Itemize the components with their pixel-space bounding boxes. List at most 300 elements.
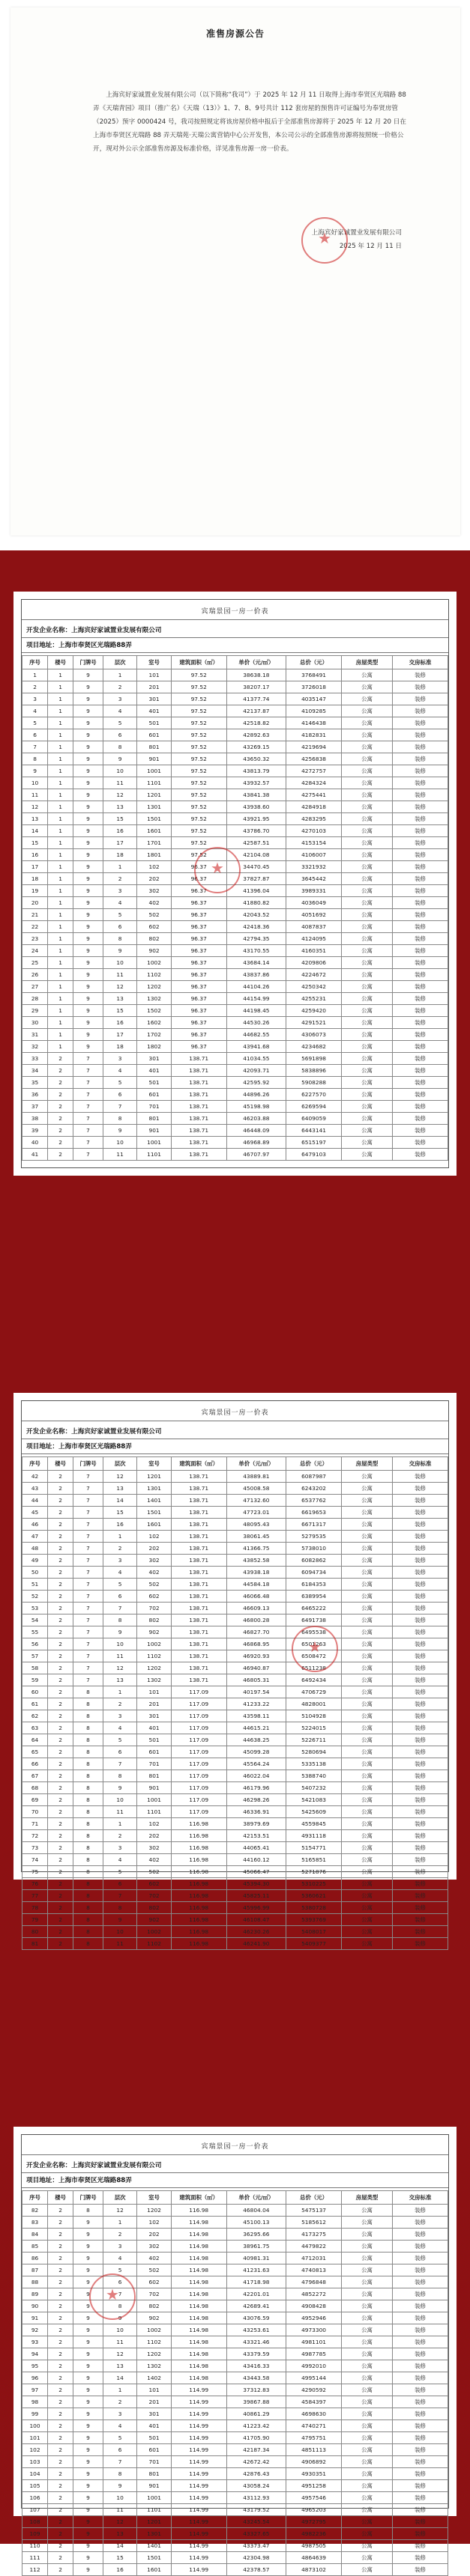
- cell-area: 117.09: [171, 1770, 226, 1782]
- cell-floor: 12: [103, 789, 136, 801]
- cell-area: 114.98: [171, 2324, 226, 2336]
- cell-door: 9: [73, 2528, 103, 2540]
- cell-floor: 18: [103, 1041, 136, 1053]
- cell-type: 公寓: [341, 1065, 392, 1077]
- company-seal-icon: [301, 217, 348, 264]
- cell-unit-price: 46448.09: [226, 1125, 286, 1137]
- cell-total-price: 6443141: [286, 1125, 342, 1137]
- table-row: [22, 2205, 448, 2217]
- table-header-row: [22, 1457, 448, 1471]
- cell-unit-price: 43841.38: [226, 789, 286, 801]
- cell-room: 102: [137, 1531, 171, 1543]
- cell-room: 1002: [137, 2324, 171, 2336]
- cell-building: 1: [48, 681, 73, 693]
- cell-unit-price: 41034.55: [226, 1053, 286, 1065]
- cell-standard: 装修: [393, 837, 448, 849]
- cell-room: 402: [137, 2253, 171, 2264]
- cell-total-price: 4982236: [286, 2528, 342, 2540]
- cell-door: 9: [73, 777, 103, 789]
- cell-door: 9: [73, 753, 103, 765]
- address-value: 上海市奉贤区光瑞路88弄: [58, 642, 132, 649]
- cell-floor: 11: [103, 1650, 136, 1662]
- cell-seq: 68: [22, 1782, 48, 1794]
- cell-seq: 6: [22, 729, 48, 741]
- cell-type: 公寓: [341, 2384, 392, 2396]
- cell-seq: 103: [22, 2456, 48, 2468]
- cell-area: 138.71: [171, 1603, 226, 1614]
- cell-area: 138.71: [171, 1626, 226, 1638]
- cell-unit-price: 46336.91: [226, 1806, 286, 1818]
- cell-unit-price: 43889.81: [226, 1471, 286, 1483]
- cell-floor: 8: [103, 1902, 136, 1914]
- cell-seq: 81: [22, 1938, 48, 1950]
- cell-total-price: 6389954: [286, 1591, 342, 1603]
- cell-area: 117.09: [171, 1806, 226, 1818]
- cell-total-price: 6094734: [286, 1567, 342, 1579]
- cell-building: 2: [48, 1614, 73, 1626]
- cell-building: 2: [48, 2324, 73, 2336]
- cell-building: 1: [48, 921, 73, 933]
- price-sheet-2: [13, 1393, 457, 1947]
- cell-seq: 48: [22, 1543, 48, 1555]
- cell-total-price: 4250342: [286, 981, 342, 993]
- cell-area: 114.98: [171, 2348, 226, 2360]
- table-header-row: [22, 656, 448, 669]
- cell-door: 8: [73, 1758, 103, 1770]
- cell-seq: 111: [22, 2552, 48, 2564]
- table-row: [22, 813, 448, 825]
- cell-area: 114.99: [171, 2528, 226, 2540]
- column-header: 门牌号: [73, 656, 103, 669]
- cell-room: 901: [137, 1782, 171, 1794]
- cell-total-price: 4852272: [286, 2288, 342, 2300]
- cell-total-price: 4270103: [286, 825, 342, 837]
- cell-standard: 装修: [393, 2408, 448, 2420]
- cell-floor: 14: [103, 1495, 136, 1507]
- cell-room: 801: [137, 2468, 171, 2480]
- cell-area: 114.98: [171, 2217, 226, 2229]
- cell-standard: 装修: [393, 885, 448, 897]
- cell-area: 117.09: [171, 1722, 226, 1734]
- cell-area: 96.37: [171, 921, 226, 933]
- cell-seq: 46: [22, 1519, 48, 1531]
- cell-floor: 16: [103, 2564, 136, 2576]
- cell-standard: 装修: [393, 2516, 448, 2528]
- cell-standard: 装修: [393, 1053, 448, 1065]
- cell-total-price: 4106007: [286, 849, 342, 861]
- cell-total-price: 4035147: [286, 693, 342, 705]
- cell-standard: 装修: [393, 717, 448, 729]
- cell-total-price: 6479103: [286, 1149, 342, 1161]
- cell-unit-price: 42187.34: [226, 2444, 286, 2456]
- table-row: [22, 1722, 448, 1734]
- cell-unit-price: 42201.01: [226, 2288, 286, 2300]
- cell-floor: 11: [103, 2504, 136, 2516]
- cell-area: 114.98: [171, 2336, 226, 2348]
- cell-total-price: 4109285: [286, 705, 342, 717]
- cell-seq: 19: [22, 885, 48, 897]
- cell-room: 1001: [137, 1137, 171, 1149]
- cell-floor: 5: [103, 909, 136, 921]
- column-header: 楼号: [48, 656, 73, 669]
- cell-standard: 装修: [393, 2432, 448, 2444]
- cell-standard: 装修: [393, 849, 448, 861]
- cell-area: 138.71: [171, 1650, 226, 1662]
- cell-area: 114.99: [171, 2396, 226, 2408]
- cell-standard: 装修: [393, 1854, 448, 1866]
- cell-door: 7: [73, 1603, 103, 1614]
- cell-seq: 107: [22, 2504, 48, 2516]
- cell-door: 9: [73, 2468, 103, 2480]
- table-row: [22, 1125, 448, 1137]
- cell-door: 8: [73, 1686, 103, 1698]
- cell-building: 1: [48, 933, 73, 945]
- cell-room: 801: [137, 1770, 171, 1782]
- cell-building: 1: [48, 909, 73, 921]
- cell-area: 138.71: [171, 1519, 226, 1531]
- developer-row: [26, 2160, 162, 2169]
- cell-total-price: 4930351: [286, 2468, 342, 2480]
- cell-standard: 装修: [393, 933, 448, 945]
- cell-floor: 7: [103, 1101, 136, 1113]
- table-row: [22, 2336, 448, 2348]
- cell-seq: 74: [22, 1854, 48, 1866]
- cell-area: 138.71: [171, 1137, 226, 1149]
- cell-door: 8: [73, 1734, 103, 1746]
- cell-floor: 4: [103, 2253, 136, 2264]
- cell-total-price: 4987505: [286, 2540, 342, 2552]
- table-row: [22, 909, 448, 921]
- cell-unit-price: 47132.60: [226, 1495, 286, 1507]
- cell-seq: 33: [22, 1053, 48, 1065]
- column-header: 层次: [103, 656, 136, 669]
- cell-type: 公寓: [341, 2528, 392, 2540]
- cell-standard: 装修: [393, 873, 448, 885]
- cell-standard: 装修: [393, 2444, 448, 2456]
- cell-door: 9: [73, 1017, 103, 1029]
- cell-area: 138.71: [171, 1507, 226, 1519]
- table-row: [22, 1782, 448, 1794]
- cell-area: 114.99: [171, 2408, 226, 2420]
- cell-building: 2: [48, 2229, 73, 2241]
- cell-room: 1301: [137, 1483, 171, 1495]
- cell-door: 7: [73, 1531, 103, 1543]
- cell-building: 2: [48, 1149, 73, 1161]
- cell-seq: 90: [22, 2300, 48, 2312]
- cell-total-price: 4851113: [286, 2444, 342, 2456]
- cell-door: 8: [73, 1806, 103, 1818]
- cell-seq: 9: [22, 765, 48, 777]
- cell-floor: 11: [103, 777, 136, 789]
- table-row: [22, 1806, 448, 1818]
- cell-door: 9: [73, 2444, 103, 2456]
- cell-seq: 16: [22, 849, 48, 861]
- cell-area: 117.09: [171, 1686, 226, 1698]
- column-header: 序号: [22, 2191, 48, 2205]
- cell-building: 2: [48, 1101, 73, 1113]
- cell-seq: 88: [22, 2276, 48, 2288]
- table-row: [22, 825, 448, 837]
- notice-title: 准售房源公告: [205, 28, 265, 39]
- cell-room: 602: [137, 2276, 171, 2288]
- divider: [22, 2154, 448, 2155]
- cell-area: 117.09: [171, 1794, 226, 1806]
- cell-total-price: 5408017: [286, 1926, 342, 1938]
- table-row: [22, 1758, 448, 1770]
- cell-standard: 装修: [393, 1662, 448, 1674]
- cell-unit-price: 44638.25: [226, 1734, 286, 1746]
- cell-total-price: 6537762: [286, 1495, 342, 1507]
- cell-standard: 装修: [393, 2217, 448, 2229]
- cell-building: 2: [48, 1543, 73, 1555]
- cell-area: 97.52: [171, 777, 226, 789]
- cell-room: 1301: [137, 2528, 171, 2540]
- cell-room: 401: [137, 1065, 171, 1077]
- table-row: [22, 981, 448, 993]
- cell-total-price: 4906892: [286, 2456, 342, 2468]
- cell-room: 201: [137, 1698, 171, 1710]
- divider: [22, 1453, 448, 1454]
- cell-type: 公寓: [341, 1770, 392, 1782]
- cell-door: 9: [73, 945, 103, 957]
- table-row: [22, 1710, 448, 1722]
- cell-floor: 2: [103, 2396, 136, 2408]
- cell-building: 2: [48, 2360, 73, 2372]
- cell-unit-price: 43813.79: [226, 765, 286, 777]
- cell-type: 公寓: [341, 2217, 392, 2229]
- cell-unit-price: 43598.11: [226, 1710, 286, 1722]
- address-value: 上海市奉贤区光瑞路88弄: [58, 1443, 132, 1450]
- cell-unit-price: 42418.36: [226, 921, 286, 933]
- cell-seq: 2: [22, 681, 48, 693]
- cell-building: 2: [48, 1567, 73, 1579]
- table-row: [22, 2444, 448, 2456]
- cell-floor: 11: [103, 969, 136, 981]
- cell-seq: 104: [22, 2468, 48, 2480]
- sheet-frame: [21, 2134, 449, 2573]
- cell-room: 1601: [137, 1519, 171, 1531]
- cell-door: 9: [73, 2372, 103, 2384]
- cell-area: 96.37: [171, 1041, 226, 1053]
- cell-door: 7: [73, 1101, 103, 1113]
- cell-door: 8: [73, 1902, 103, 1914]
- cell-floor: 17: [103, 837, 136, 849]
- column-header: 总价（元）: [286, 656, 342, 669]
- price-list-title: 宾瑞景园一房一价表: [201, 1409, 269, 1417]
- cell-unit-price: 42304.98: [226, 2552, 286, 2564]
- cell-room: 902: [137, 2312, 171, 2324]
- cell-area: 96.37: [171, 885, 226, 897]
- cell-standard: 装修: [393, 2229, 448, 2241]
- cell-building: 2: [48, 1866, 73, 1878]
- cell-door: 9: [73, 969, 103, 981]
- cell-area: 97.52: [171, 789, 226, 801]
- table-row: [22, 1698, 448, 1710]
- cell-room: 402: [137, 1854, 171, 1866]
- cell-seq: 54: [22, 1614, 48, 1626]
- cell-standard: 装修: [393, 1614, 448, 1626]
- cell-floor: 10: [103, 2492, 136, 2504]
- cell-area: 116.98: [171, 1926, 226, 1938]
- cell-type: 公寓: [341, 2276, 392, 2288]
- cell-door: 8: [73, 1830, 103, 1842]
- developer-label: 开发企业名称：: [26, 2162, 72, 2169]
- cell-type: 公寓: [341, 1698, 392, 1710]
- cell-door: 7: [73, 1614, 103, 1626]
- cell-type: 公寓: [341, 1806, 392, 1818]
- cell-door: 7: [73, 1567, 103, 1579]
- cell-door: 7: [73, 1626, 103, 1638]
- cell-floor: 4: [103, 1567, 136, 1579]
- cell-floor: 11: [103, 1149, 136, 1161]
- cell-area: 116.98: [171, 1866, 226, 1878]
- cell-room: 1202: [137, 2205, 171, 2217]
- cell-type: 公寓: [341, 1674, 392, 1686]
- cell-standard: 装修: [393, 1818, 448, 1830]
- cell-room: 802: [137, 1902, 171, 1914]
- cell-area: 138.71: [171, 1543, 226, 1555]
- cell-door: 9: [73, 2516, 103, 2528]
- cell-building: 1: [48, 981, 73, 993]
- table-row: [22, 1507, 448, 1519]
- table-row: [22, 2229, 448, 2241]
- cell-seq: 62: [22, 1710, 48, 1722]
- cell-unit-price: 46800.28: [226, 1614, 286, 1626]
- cell-room: 1001: [137, 1794, 171, 1806]
- cell-standard: 装修: [393, 1507, 448, 1519]
- cell-total-price: 6465222: [286, 1603, 342, 1614]
- cell-total-price: 4931118: [286, 1830, 342, 1842]
- address-label: 项目地址：: [26, 2177, 58, 2184]
- cell-seq: 1: [22, 669, 48, 681]
- cell-floor: 4: [103, 1065, 136, 1077]
- cell-type: 公寓: [341, 2480, 392, 2492]
- divider: [22, 2187, 448, 2188]
- cell-building: 2: [48, 1746, 73, 1758]
- cell-total-price: 5425609: [286, 1806, 342, 1818]
- cell-door: 9: [73, 2300, 103, 2312]
- cell-type: 公寓: [341, 1053, 392, 1065]
- cell-type: 公寓: [341, 2205, 392, 2217]
- table-row: [22, 1650, 448, 1662]
- cell-standard: 装修: [393, 2372, 448, 2384]
- cell-standard: 装修: [393, 2312, 448, 2324]
- cell-standard: 装修: [393, 2480, 448, 2492]
- cell-door: 9: [73, 801, 103, 813]
- cell-unit-price: 46968.89: [226, 1137, 286, 1149]
- cell-room: 601: [137, 729, 171, 741]
- cell-building: 2: [48, 1854, 73, 1866]
- cell-floor: 1: [103, 1686, 136, 1698]
- table-row: [22, 1674, 448, 1686]
- cell-building: 1: [48, 1017, 73, 1029]
- cell-unit-price: 41223.42: [226, 2420, 286, 2432]
- cell-room: 202: [137, 1543, 171, 1555]
- table-row: [22, 2516, 448, 2528]
- cell-seq: 3: [22, 693, 48, 705]
- cell-standard: 装修: [393, 1555, 448, 1567]
- cell-door: 9: [73, 993, 103, 1005]
- developer-name: 上海宾好家诚置业发展有限公司: [71, 627, 162, 634]
- table-row: [22, 2396, 448, 2408]
- cell-building: 2: [48, 2384, 73, 2396]
- cell-standard: 装修: [393, 753, 448, 765]
- cell-door: 9: [73, 789, 103, 801]
- divider: [22, 637, 448, 638]
- cell-floor: 13: [103, 993, 136, 1005]
- cell-type: 公寓: [341, 1902, 392, 1914]
- cell-standard: 装修: [393, 1519, 448, 1531]
- cell-type: 公寓: [341, 1818, 392, 1830]
- cell-unit-price: 42093.71: [226, 1065, 286, 1077]
- cell-room: 1201: [137, 1471, 171, 1483]
- cell-total-price: 4479822: [286, 2241, 342, 2253]
- cell-area: 96.37: [171, 873, 226, 885]
- cell-building: 1: [48, 813, 73, 825]
- cell-standard: 装修: [393, 1089, 448, 1101]
- cell-unit-price: 46298.26: [226, 1794, 286, 1806]
- cell-room: 1701: [137, 837, 171, 849]
- cell-standard: 装修: [393, 909, 448, 921]
- cell-standard: 装修: [393, 1029, 448, 1041]
- cell-seq: 92: [22, 2324, 48, 2336]
- cell-room: 902: [137, 1914, 171, 1926]
- cell-total-price: 4698630: [286, 2408, 342, 2420]
- cell-type: 公寓: [341, 957, 392, 969]
- cell-standard: 装修: [393, 729, 448, 741]
- cell-total-price: 6492434: [286, 1674, 342, 1686]
- cell-unit-price: 45099.28: [226, 1746, 286, 1758]
- cell-building: 2: [48, 2432, 73, 2444]
- cell-type: 公寓: [341, 1471, 392, 1483]
- cell-room: 1401: [137, 2540, 171, 2552]
- cell-seq: 8: [22, 753, 48, 765]
- cell-area: 97.52: [171, 741, 226, 753]
- cell-area: 114.99: [171, 2456, 226, 2468]
- cell-total-price: 4256838: [286, 753, 342, 765]
- cell-door: 8: [73, 1698, 103, 1710]
- cell-standard: 装修: [393, 2540, 448, 2552]
- cell-type: 公寓: [341, 2253, 392, 2264]
- cell-standard: 装修: [393, 825, 448, 837]
- cell-type: 公寓: [341, 825, 392, 837]
- cell-room: 1802: [137, 1041, 171, 1053]
- cell-floor: 10: [103, 1638, 136, 1650]
- cell-area: 96.37: [171, 897, 226, 909]
- cell-seq: 100: [22, 2420, 48, 2432]
- cell-room: 1102: [137, 969, 171, 981]
- cell-seq: 71: [22, 1818, 48, 1830]
- column-header: 房屋类型: [341, 656, 392, 669]
- table-row: [22, 777, 448, 789]
- cell-seq: 30: [22, 1017, 48, 1029]
- table-row: [22, 1113, 448, 1125]
- cell-floor: 8: [103, 2300, 136, 2312]
- cell-standard: 装修: [393, 1830, 448, 1842]
- cell-standard: 装修: [393, 2420, 448, 2432]
- cell-room: 1102: [137, 2336, 171, 2348]
- cell-seq: 24: [22, 945, 48, 957]
- cell-floor: 2: [103, 1543, 136, 1555]
- price-sheet-3: [13, 2127, 457, 2573]
- table-row: [22, 753, 448, 765]
- table-row: [22, 2432, 448, 2444]
- cell-seq: 67: [22, 1770, 48, 1782]
- cell-building: 2: [48, 1710, 73, 1722]
- cell-building: 2: [48, 1603, 73, 1614]
- notice-date: 2025 年 12 月 11 日: [339, 243, 402, 250]
- cell-building: 2: [48, 1782, 73, 1794]
